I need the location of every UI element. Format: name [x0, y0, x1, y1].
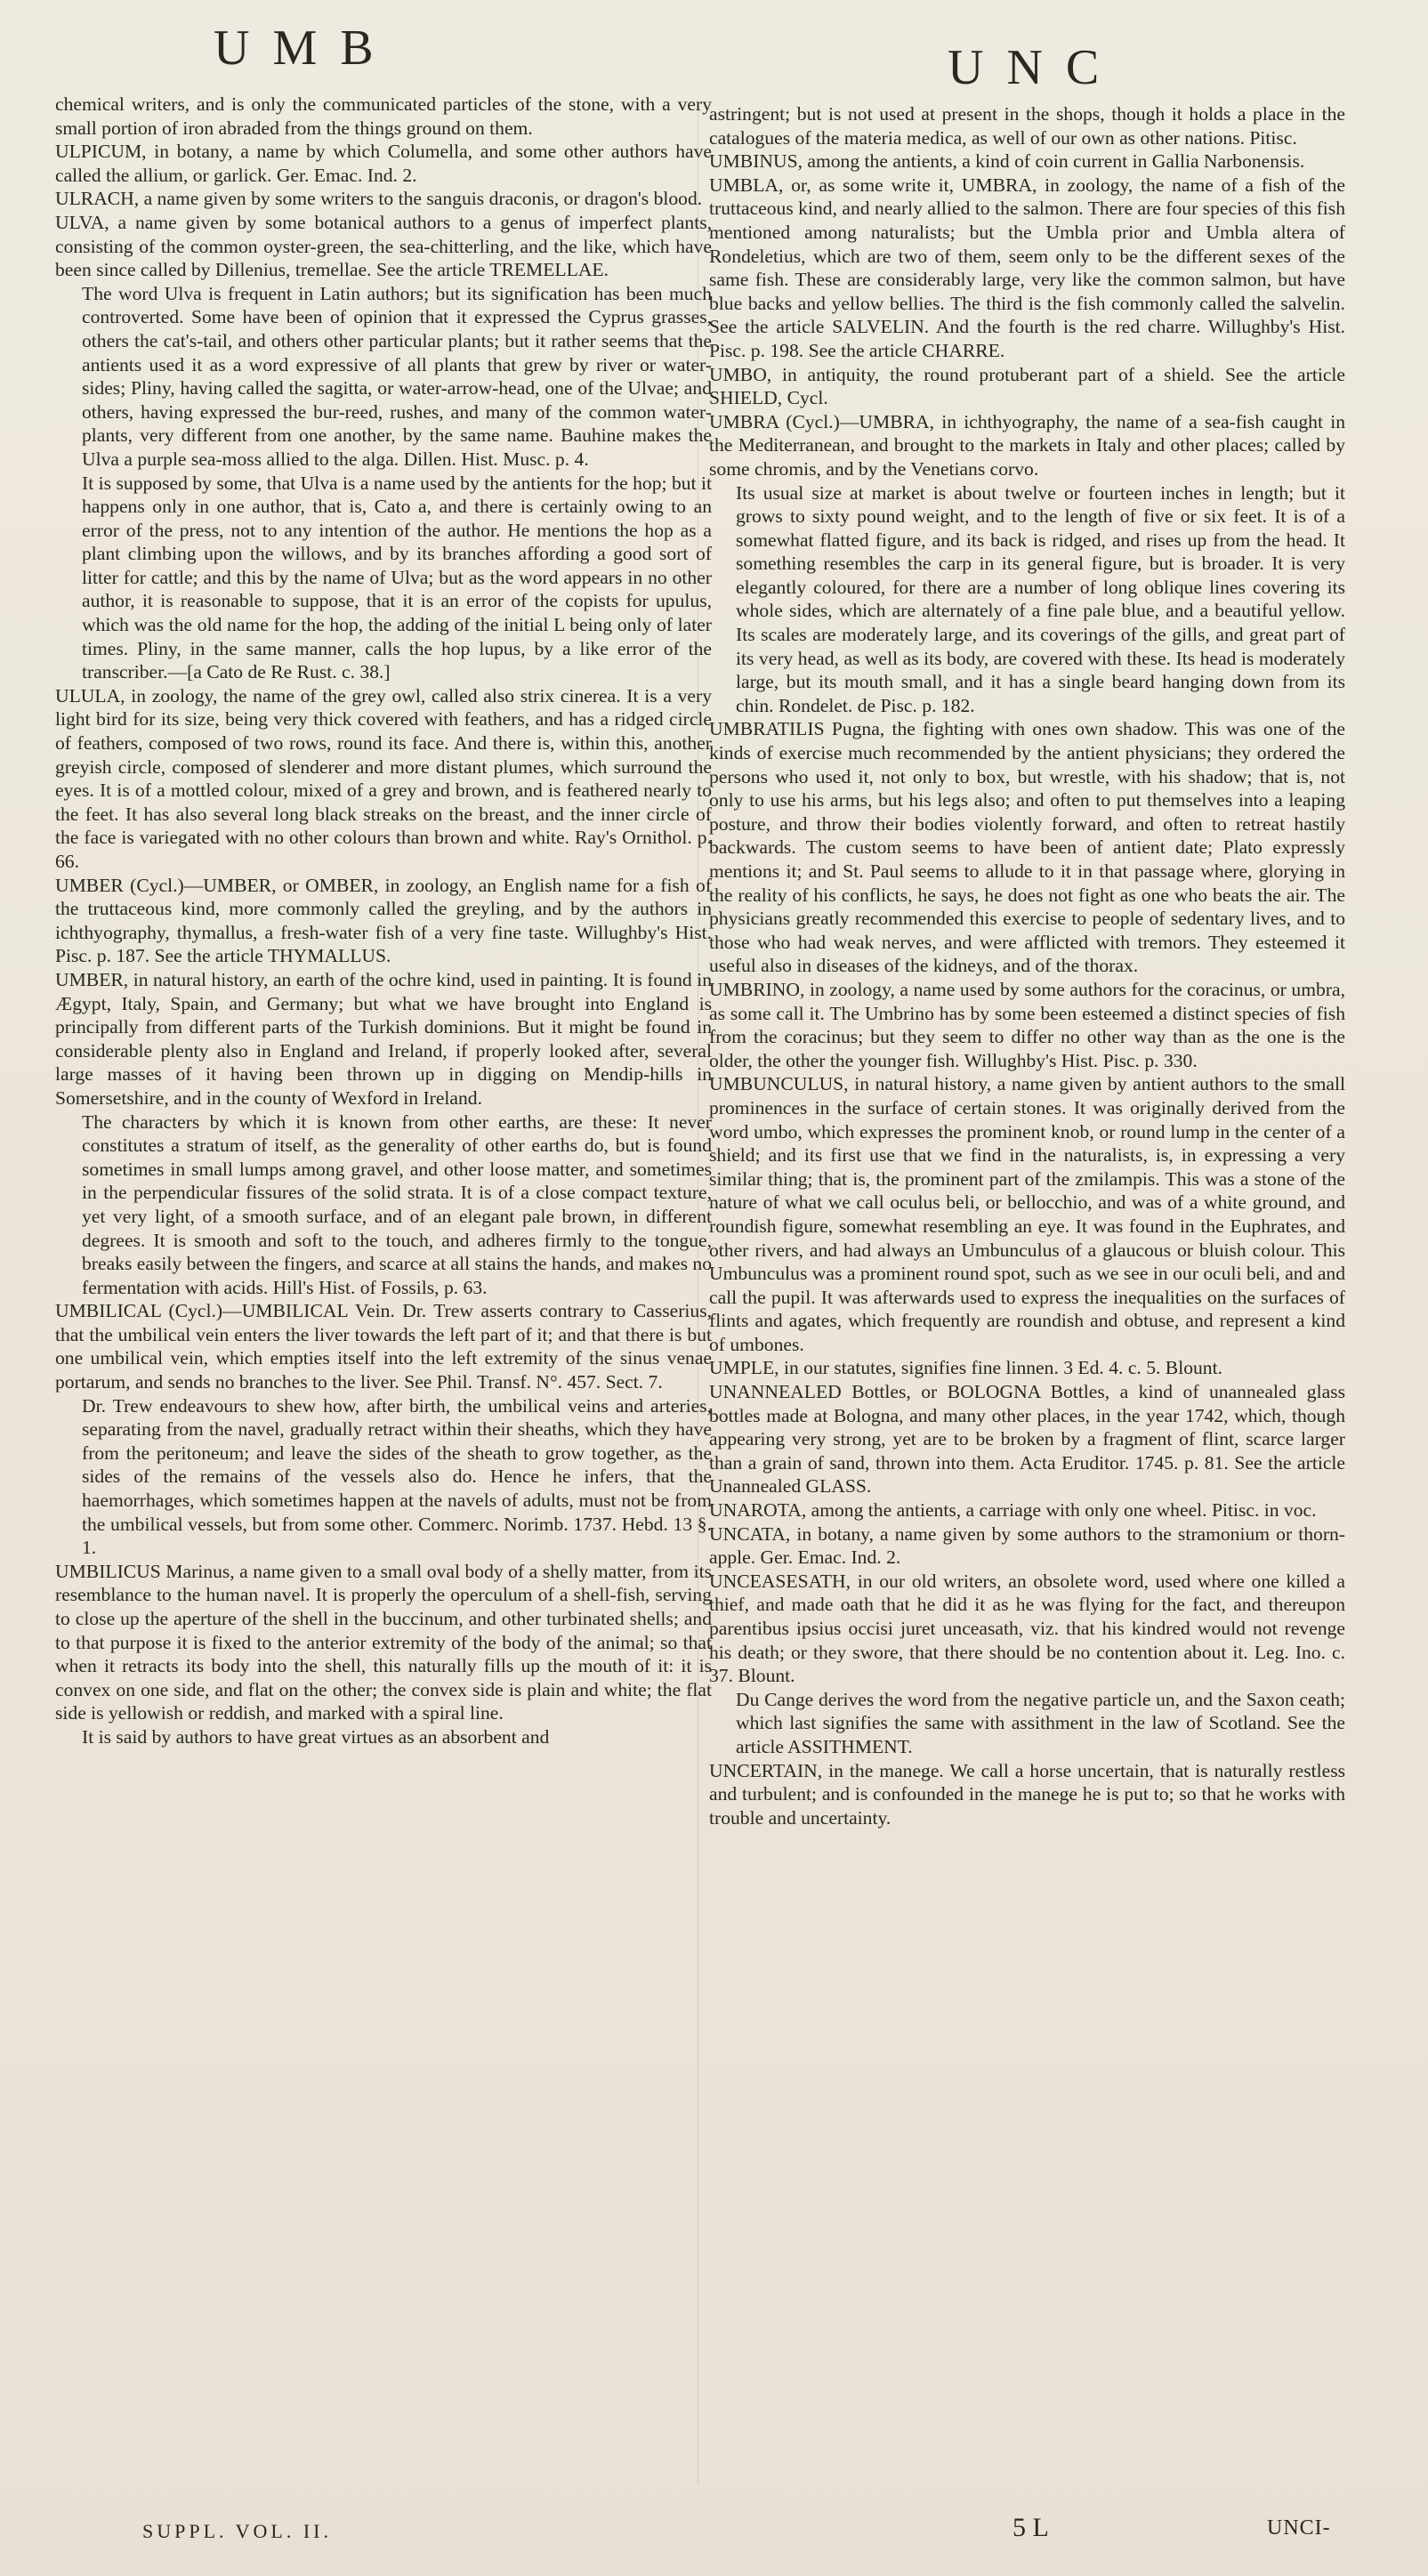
entry-umbilical: UMBILICAL (Cycl.)—UMBILICAL Vein. Dr. Trew asserts contrary to Casserius, that the umbilical vein enters the liver towards the left part of it; and that there is but one umbilical vein, which empties itself into the left extremity of the sinus venae portarum, and sends no branches to the liver. See Phil. Transf. N°. 457. Sect. 7. [55, 1300, 712, 1393]
entry-umbla: UMBLA, or, as some write it, UMBRA, in zoology, the name of a fish of the truttaceous kind, and nearly allied to the salmon. There are four species of this fish mentioned among naturalists; but the Umbla prior and Umbla altera of Rondeletius, which are two of them, seem only to be the different sexes of the same fish. These are considerably large, very like the common salmon, but have blue backs and yellow bellies. The third is the fish commonly called the salvelin. See the article SALVELIN. And the fourth is the red charre. Willughby's Hist. Pisc. p. 198. See the article CHARRE. [709, 174, 1345, 361]
entry-unarota: UNAROTA, among the antients, a carriage with only one wheel. Pitisc. in voc. [709, 1499, 1317, 1522]
entry-umbunculus: UMBUNCULUS, in natural history, a name given by antient authors to the small prominences in the surface of certain stones. It was originally derived from the word umbo, which expresses the prominent knob, or round lump in the center of a shield; and its first use that we find in the naturalists, is, in expressing a very similar thing; that is, the prominent part of the zmilampis. This was a stone of the nature of what we call oculus beli, or bellocchio, and was of a white ground, and roundish figure, somewhat resembling an eye. It was found in the Euphrates, and other rivers, and had always an Umbunculus of a glaucous or bluish colour. This Umbunculus was a prominent round spot, such as we see in our oculi beli, and and call the pupil. It was afterwards used to express the inequalities on the surfaces of flints and agates, which frequently are roundish and obtuse, and represent a kind of umbones. [709, 1073, 1345, 1355]
entry-umbo: UMBO, in antiquity, the round protuberant part of a shield. See the article SHIELD, Cycl. [709, 363, 1345, 409]
entry-umber-characters: The characters by which it is known from other earths, are these: It never constitutes a stratum of itself, as the generality of other earths do, but is found sometimes in small lumps among gravel, and other loose matter, and sometimes in the perpendicular fissures of the solid strata. It is of a close compact texture, yet very light, of a smooth surface, and of an elegant pale brown, in different degrees. It is smooth and soft to the touch, and adheres firmly to the tongue, breaks easily between the fingers, and scarce at all stains the hands, and makes no fermentation with acids. Hill's Hist. of Fossils, p. 63. [82, 1110, 712, 1298]
entry-ulva: ULVA, a name given by some botanical authors to a genus of imperfect plants, consisting of the common oyster-green, the sea-chitterling, and the like, which have been since called by Dillenius, tremellae. See the article TREMELLAE. [55, 211, 712, 281]
entry-ulpicum: ULPICUM, in botany, a name by which Columella, and some other authors have called the allium, or garlick. Ger. Emac. Ind. 2. [55, 141, 712, 186]
left-column [55, 93, 712, 1749]
entry-umbra-para-2: Its usual size at market is about twelve or fourteen inches in length; but it grows to sixty pound weight, and to the length of five or six feet. It is of a somewhat flatted figure, and its back is ridged, and rises up from the head. It something resembles the carp in its general figure, but is broader. It is very elegantly coloured, for there are a number of long oblique lines covering its whole sides, which are alternately of a fine pale blue, and a beautiful yellow. Its scales are moderately large, and its coverings of the gills, and great part of its very head, as well as its body, are covered with these. Its head is moderately large, but its mouth small, and it has a single beard hanging down from its chin. Rondelet. de Pisc. p. 182. [736, 481, 1345, 716]
entry-umbratilis: UMBRATILIS Pugna, the fighting with ones own shadow. This was one of the kinds of exercise much recommended by the antient physicians; they ordered the persons who used it, not only to box, but wrestle, with his shadow; that is, not only to use his arms, but his legs also; and often to put themselves into a leaping posture, and throw their bodies violently forward, and often to retreat hastily backwards. The custom seems to have been of antient date; Plato expressly mentions it; and St. Paul seems to allude to it in that passage where, glorying in the reality of his conflicts, he says, he does not fight as one who beats the air. The physicians greatly recommended this exercise to people of sedentary lives, and to those who had weak nerves, and were afflicted with tremors. They esteemed it useful also in diseases of the kidneys, and of the thorax. [709, 718, 1345, 977]
entry-ulva-para-2: The word Ulva is frequent in Latin authors; but its signification has been much controverted. Some have been of opinion that it expressed the Cyprus grasses, others the cat's-tail, and others other particular plants; but it rather seems that the antients used it as a word expressive of all plants that grew by river or water-sides; Pliny, having called the sagitta, or water-arrow-head, one of the Ulvae; and others, having expressed the bur-reed, rushes, and many of the common water-plants, very different from one another, by the same name. Bauhine makes the Ulva a purple sea-moss allied to the alga. Dillen. Hist. Musc. p. 4. [82, 282, 712, 470]
entry-umbinus: UMBINUS, among the antients, a kind of coin current in Gallia Narbonensis. [709, 150, 1305, 173]
entry-umbilical-para-2: Dr. Trew endeavours to shew how, after birth, the umbilical veins and arteries, separating from the navel, gradually retract within their sheaths, which they have from the peritoneum; and leave the sides of the sheath to grow together, as the sides of the remains of the vessels also do. Hence he infers, that the haemorrhages, which sometimes happen at the navels of adults, must not be from the umbilical vessels, but from some other. Commerc. Norimb. 1737. Hebd. 13 §. 1. [82, 1394, 712, 1559]
entry-unannealed: UNANNEALED Bottles, or BOLOGNA Bottles, a kind of unannealed glass bottles made at Bologna, and many other places, in the year 1742, which, though appearing very strong, yet are to be broken by a fragment of flint, scarce larger than a grain of sand, thrown into them. Acta Eruditor. 1745. p. 81. See the article Unannealed GLASS. [709, 1381, 1345, 1498]
entry-continuation: chemical writers, and is only the communicated particles of the stone, with a very small portion of iron abraded from the things ground on them. [55, 93, 712, 139]
entry-ulula: ULULA, in zoology, the name of the grey owl, called also strix cinerea. It is a very light bird for its size, being very thick covered with feathers, and has a ridged circle of feathers, composed of two rows, round its face. And there is, within this, another greyish circle, composed of slenderer and more distant plumes, which surround the eyes. It is of a mottled colour, mixed of a grey and brown, and is feathered nearly to the feet. It has also several long black streaks on the breast, and the inner circle of the face is variegated with no other colours than brown and white. Ray's Ornithol. p. 66. [55, 684, 712, 872]
catchword: UNCI- [1267, 2516, 1331, 2540]
entry-continuation-right: astringent; but is not used at present in the shops, though it holds a place in the catalogues of the materia medica, as well of our own as other nations. Pitisc. [709, 103, 1345, 149]
entry-umple: UMPLE, in our statutes, signifies fine linnen. 3 Ed. 4. c. 5. Blount. [709, 1357, 1222, 1379]
entry-umbilicus-marinus: UMBILICUS Marinus, a name given to a small oval body of a shelly matter, from its resemblance to the human navel. It is properly the operculum of a shell-fish, serving to close up the aperture of the shell in the buccinum, and other turbinated shells; and to that purpose it is fixed to the anterior extremity of the body of the animal; so that when it retracts its body into the shell, this naturally fills up the mouth of it: it is convex on one side, and flat on the other; the convex side is plain and white; the flat side is yellowish or reddish, and marked with a spiral line. [55, 1560, 712, 1724]
right-column [709, 102, 1345, 1829]
entry-umbra: UMBRA (Cycl.)—UMBRA, in ichthyography, the name of a sea-fish caught in the Mediterranean, and brought to the markets in Italy and other places; called by some chromis, and by the Venetians corvo. [709, 410, 1345, 480]
running-head-right: UNC [948, 40, 1123, 95]
entry-unceasesath-para-2: Du Cange derives the word from the negative particle un, and the Saxon ceath; which last signifies the same with assithment in the law of Scotland. See the article ASSITHMENT. [736, 1688, 1345, 1757]
entry-ulrach: ULRACH, a name given by some writers to the sanguis draconis, or dragon's blood. [55, 188, 703, 210]
entry-umbrino: UMBRINO, in zoology, a name used by some authors for the coracinus, or umbra, as some call it. The Umbrino has by some been esteemed a distinct species of fish from the coracinus; but they seem to differ no other way than as the one is the older, the other the younger fish. Willughby's Hist. Pisc. p. 330. [709, 978, 1345, 1071]
signature-mark: 5 L [1013, 2513, 1049, 2542]
entry-uncertain: UNCERTAIN, in the manege. We call a horse uncertain, that is naturally restless and turbulent; and is confounded in the manege he is put to; so that he works with trouble and uncertainty. [709, 1759, 1345, 1829]
entry-umber-natural-history: UMBER, in natural history, an earth of the ochre kind, used in painting. It is found in Ægypt, Italy, Spain, and Germany; but what we have brought into England is principally from different parts of the Turkish dominions. But it might be found in considerable plenty also in England and Ireland, if properly looked after, several large masses of it having been thrown up in digging on Mendip-hills in Somersetshire, and in the county of Wexford in Ireland. [55, 968, 712, 1109]
entry-umbilicus-para-2: It is said by authors to have great virtues as an absorbent and [82, 1725, 550, 1748]
entry-umber-zoology: UMBER (Cycl.)—UMBER, or OMBER, in zoology, an English name for a fish of the truttaceous kind, more commonly called the greyling, and by the authors in ichthyography, thymallus, a fresh-water fish of a very fine taste. Willughby's Hist. Pisc. p. 187. See the article THYMALLUS. [55, 874, 712, 967]
entry-uncata: UNCATA, in botany, a name given by some authors to the stramonium or thorn-apple. Ger. Emac. Ind. 2. [709, 1522, 1345, 1569]
running-head-left: UMB [214, 20, 397, 76]
entry-unceasesath: UNCEASESATH, in our old writers, an obsolete word, used where one killed a thief, and made oath that he did it as he was flying for the fact, and thereupon parentibus ipsius occisi juret unceasath, viz. that his kindred would not revenge his death; or they swore, that there should be no contention about it. Leg. Ino. c. 37. Blount. [709, 1570, 1345, 1687]
entry-ulva-para-3: It is supposed by some, that Ulva is a name used by the antients for the hop; but it happens only in one author, that is, Cato a, and there is certainly owing to an error of the press, not to any intention of the author. He mentions the hop as a plant climbing upon the willows, and by its branches affording a good sort of litter for cattle; and this by the name of Ulva; but as the word appears in no other author, it is reasonable to suppose, that it is an error of the copists for upulus, which was the old name for the hop, the adding of the initial L being only of later times. Pliny, in the same manner, calls the hop lupus, by a like error of the transcriber.—[a Cato de Re Rust. c. 38.] [82, 472, 712, 683]
signature-line: SUPPL. VOL. II. [142, 2520, 333, 2542]
